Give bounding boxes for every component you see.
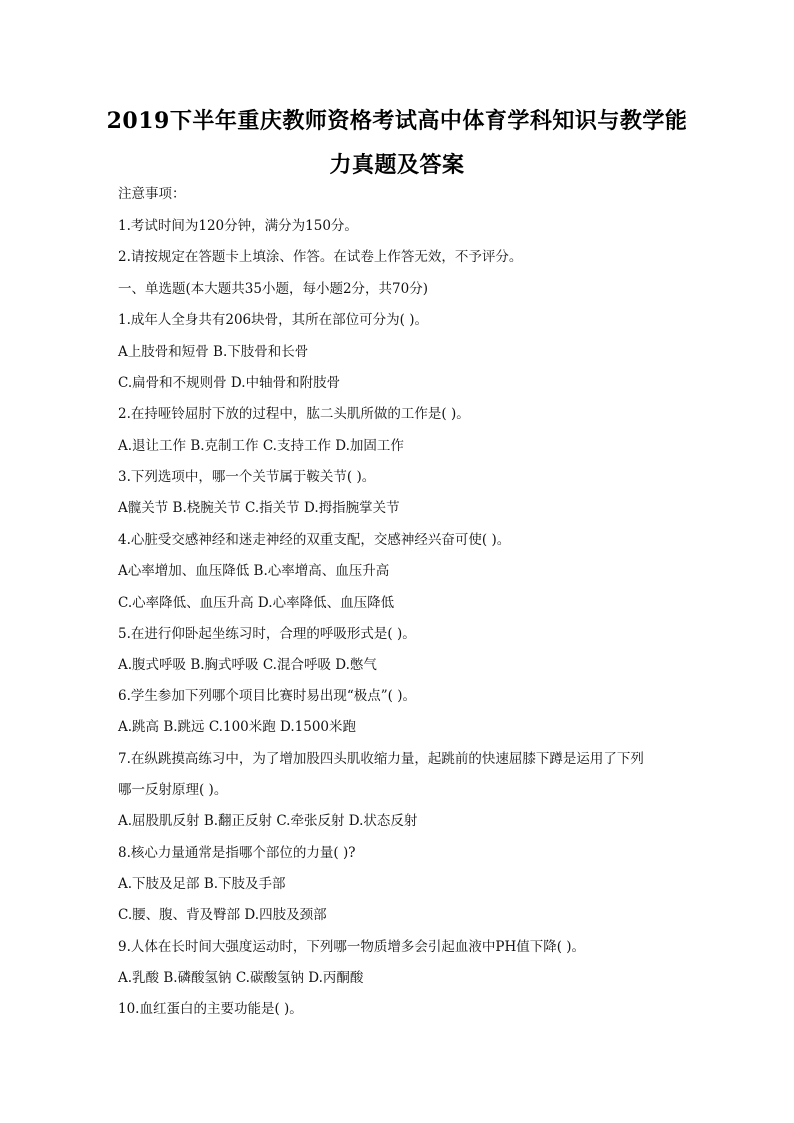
question-6-options: A.跳高 B.跳远 C.100米跑 D.1500米跑 <box>118 719 357 735</box>
question-2-options: A.退让工作 B.克制工作 C.支持工作 D.加固工作 <box>118 438 404 454</box>
notes-heading: 注意事项： <box>118 186 186 202</box>
question-8-options-c-d: C.腰、腹、背及臀部 D.四肢及颈部 <box>118 907 327 923</box>
question-7-line-2: 哪一反射原理( )。 <box>118 782 228 798</box>
question-3: 3.下列选项中，哪一个关节属于鞍关节( )。 <box>118 469 376 485</box>
question-7-options: A.屈股肌反射 B.翻正反射 C.牵张反射 D.状态反射 <box>118 813 418 829</box>
note-item-2: 2.请按规定在答题卡上填涂、作答。在试卷上作答无效，不予评分。 <box>118 249 523 265</box>
question-5-options: A.腹式呼吸 B.胸式呼吸 C.混合呼吸 D.憋气 <box>118 657 377 673</box>
question-4: 4.心脏受交感神经和迷走神经的双重支配，交感神经兴奋可使( )。 <box>118 532 511 548</box>
question-4-options-c-d: C.心率降低、血压升高 D.心率降低、血压降低 <box>118 595 395 611</box>
question-1-options-a-b: A上肢骨和短骨 B.下肢骨和长骨 <box>118 344 309 360</box>
question-9-options: A.乳酸 B.磷酸氢钠 C.碳酸氢钠 D.丙酮酸 <box>118 970 364 986</box>
question-7-line-1: 7.在纵跳摸高练习中，为了增加股四头肌收缩力量，起跳前的快速屈膝下蹲是运用了下列 <box>118 751 644 767</box>
question-1-options-c-d: C.扁骨和不规则骨 D.中轴骨和附肢骨 <box>118 375 341 391</box>
question-1: 1.成年人全身共有206块骨，其所在部位可分为( )。 <box>118 312 428 328</box>
question-9: 9.人体在长时间大强度运动时，下列哪一物质增多会引起血液中PH值下降( )。 <box>118 939 586 955</box>
question-6: 6.学生参加下列哪个项目比赛时易出现“极点”( )。 <box>118 688 417 704</box>
note-item-1: 1.考试时间为120分钟，满分为150分。 <box>118 218 358 234</box>
question-8-options-a-b: A.下肢及足部 B.下肢及手部 <box>118 876 286 892</box>
question-4-options-a-b: A心率增加、血压降低 B.心率增高、血压升高 <box>118 563 390 579</box>
question-3-options: A髋关节 B.桡腕关节 C.指关节 D.拇指腕掌关节 <box>118 500 400 516</box>
section-heading: 一、单选题(本大题共35小题，每小题2分，共70分) <box>118 281 428 297</box>
question-10: 10.血红蛋白的主要功能是( )。 <box>118 1001 303 1017</box>
question-5: 5.在进行仰卧起坐练习时，合理的呼吸形式是( )。 <box>118 626 416 642</box>
document-title-line-2: 力真题及答案 <box>329 152 465 178</box>
question-8: 8.核心力量通常是指哪个部位的力量( )? <box>118 845 356 861</box>
document-title-line-1: 2019下半年重庆教师资格考试高中体育学科知识与教学能 <box>106 108 688 134</box>
question-2: 2.在持哑铃屈肘下放的过程中，肱二头肌所做的工作是( )。 <box>118 406 470 422</box>
